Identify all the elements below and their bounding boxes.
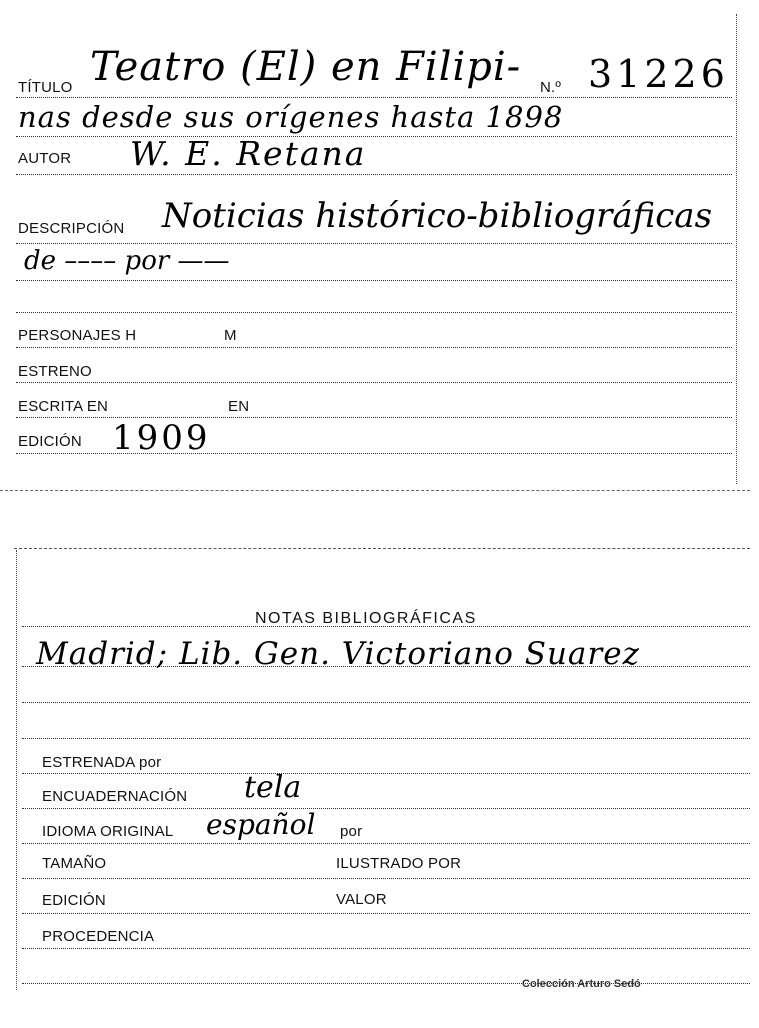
idioma-original-value: español <box>206 808 316 841</box>
rule-line <box>22 702 750 703</box>
tamano-label: TAMAÑO <box>42 855 107 872</box>
idioma-por-label: por <box>340 823 363 840</box>
card-top-edge <box>14 548 750 549</box>
idioma-original-label: IDIOMA ORIGINAL <box>42 823 174 840</box>
rule-line <box>16 174 732 175</box>
edicion-value: 1909 <box>112 418 211 458</box>
rule-line <box>22 913 750 914</box>
card-left-edge <box>16 550 17 990</box>
valor-label: VALOR <box>336 891 387 908</box>
rule-line <box>22 878 750 879</box>
ilustrado-por-label: ILUSTRADO POR <box>336 855 462 872</box>
procedencia-label: PROCEDENCIA <box>42 928 155 945</box>
coleccion-stamp: Colección Arturo Sedó <box>522 978 641 990</box>
en-label: EN <box>228 398 250 415</box>
notas-value: Madrid; Lib. Gen. Victoriano Suarez <box>36 636 640 672</box>
autor-value: W. E. Retana <box>130 134 367 173</box>
titulo-value: Teatro (El) en Filipi- <box>90 44 522 90</box>
estreno-label: ESTRENO <box>18 363 92 380</box>
autor-label: AUTOR <box>18 150 72 167</box>
rule-line <box>16 136 732 137</box>
descripcion-value: Noticias histórico-bibliográficas <box>162 196 713 236</box>
titulo-value-continued: nas desde sus orígenes hasta 1898 <box>18 100 564 134</box>
encuadernacion-label: ENCUADERNACIÓN <box>42 788 188 805</box>
rule-line <box>22 843 750 844</box>
personajes-m-label: M <box>224 327 237 344</box>
rule-line <box>16 280 732 281</box>
numero-label: N.º <box>540 79 562 96</box>
escrita-en-label: ESCRITA EN <box>18 398 109 415</box>
descripcion-value-continued: de –––– por —— <box>24 246 230 276</box>
rule-line <box>16 312 732 313</box>
rule-line <box>22 773 750 774</box>
rule-line <box>22 948 750 949</box>
card-right-edge <box>736 14 737 484</box>
numero-value: 31226 <box>588 52 729 96</box>
edicion-label-back: EDICIÓN <box>42 892 106 909</box>
card-bottom-edge <box>0 490 750 491</box>
rule-line <box>22 808 750 809</box>
rule-line <box>22 738 750 739</box>
encuadernacion-value: tela <box>244 770 302 805</box>
catalog-card-front <box>0 0 759 492</box>
edicion-label: EDICIÓN <box>18 433 82 450</box>
notas-bibliograficas-heading: NOTAS BIBLIOGRÁFICAS <box>255 610 477 627</box>
descripcion-label: DESCRIPCIÓN <box>18 220 125 237</box>
catalog-card-back <box>0 540 759 1028</box>
rule-line <box>16 97 732 98</box>
rule-line <box>16 243 732 244</box>
personajes-h-label: PERSONAJES H <box>18 327 137 344</box>
estrenada-label: ESTRENADA por <box>42 754 162 771</box>
titulo-label: TÍTULO <box>18 79 73 96</box>
rule-line <box>16 382 732 383</box>
rule-line <box>16 347 732 348</box>
